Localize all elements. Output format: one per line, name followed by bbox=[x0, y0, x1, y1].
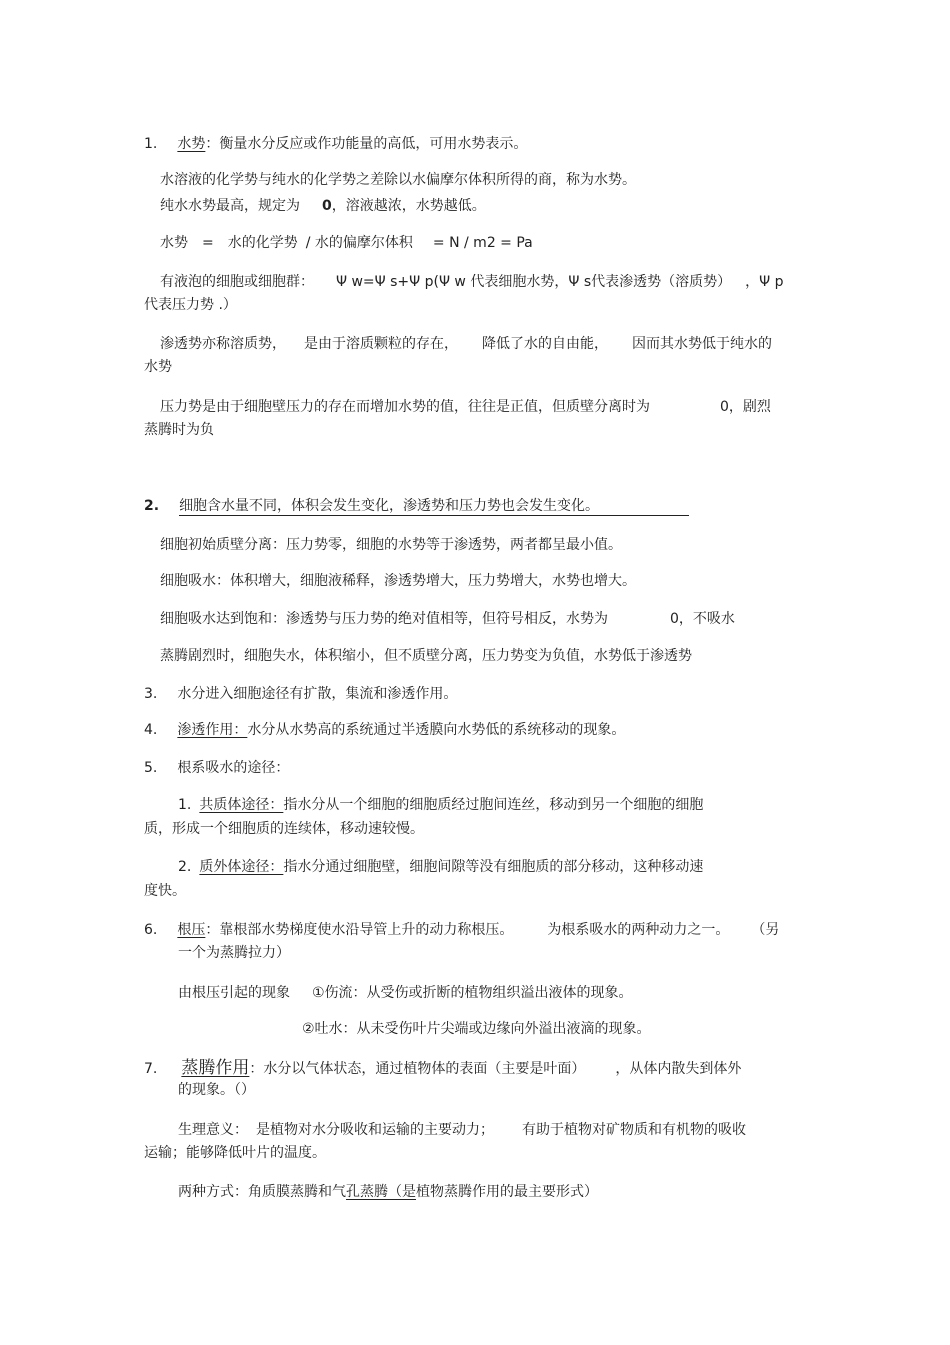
paragraph: 蒸腾剧烈时，细胞失水，体积缩小，但不质壁分离，压力势变为负值，水势低于渗透势 bbox=[160, 648, 692, 664]
paragraph: 蒸腾时为负 bbox=[144, 422, 214, 438]
text: 为根系吸水的两种动力之一。 bbox=[547, 922, 730, 938]
term-apoplast: 质外体途径： bbox=[199, 859, 284, 875]
term-root-pressure: 根压 bbox=[177, 922, 206, 938]
item-6 bbox=[144, 920, 779, 940]
paragraph: 细胞初始质壁分离：压力势零，细胞的水势等于渗透势，两者都呈最小值。 bbox=[160, 537, 622, 553]
item-number: 7. bbox=[144, 1061, 158, 1077]
text: 因而其水势低于纯水的 bbox=[632, 336, 772, 352]
paragraph bbox=[178, 983, 633, 1003]
paragraph: 水溶液的化学势与纯水的化学势之差除以水偏摩尔体积所得的商，称为水势。 bbox=[160, 172, 636, 188]
paragraph bbox=[178, 1120, 746, 1140]
item-number: 1. bbox=[144, 136, 158, 152]
item-number: 1. bbox=[178, 797, 192, 813]
term-water-potential: 水势 bbox=[177, 136, 206, 152]
item-2-heading bbox=[144, 496, 689, 516]
formula-water-potential bbox=[160, 233, 533, 253]
text: 纯水水势最高，规定为 bbox=[160, 198, 300, 214]
term-osmosis: 渗透作用： bbox=[177, 722, 248, 738]
text: Ψ w=Ψ s+Ψ p(Ψ w 代表细胞水势 bbox=[336, 274, 555, 290]
definition: 水分从水势高的系统通过半透膜向水势低的系统移动的现象。 bbox=[247, 722, 626, 738]
definition: 指水分从一个细胞的细胞质经过胞间连丝，移动到另一个细胞的细胞 bbox=[283, 797, 704, 813]
text: / 水的偏摩尔体积 bbox=[305, 235, 413, 251]
text: 水分进入细胞途径有扩散，集流和渗透作用。 bbox=[177, 686, 458, 702]
paragraph bbox=[160, 196, 486, 216]
paragraph: 一个为蒸腾拉力） bbox=[178, 945, 290, 961]
item-number: 5. bbox=[144, 760, 158, 776]
paragraph: 水势 bbox=[144, 359, 172, 375]
text: ，Ψ s代表渗透势（溶质势） bbox=[554, 274, 732, 290]
text: 压力势是由于细胞壁压力的存在而增加水势的值，往往是正值，但质壁分离时为 bbox=[160, 399, 650, 415]
text: 水势 bbox=[160, 235, 188, 251]
text: 有助于植物对矿物质和有机物的吸收 bbox=[522, 1122, 746, 1138]
text: 有液泡的细胞或细胞群： bbox=[160, 274, 314, 290]
paragraph bbox=[160, 334, 772, 354]
item-1-heading bbox=[144, 134, 527, 154]
term-symplast: 共质体途径： bbox=[199, 797, 284, 813]
text: 由根压引起的现象 bbox=[178, 985, 290, 1001]
text: ，Ψ p bbox=[745, 274, 784, 290]
sub-item-symplast bbox=[178, 795, 703, 815]
text: = N / m2 = Pa bbox=[432, 235, 533, 251]
text: 根系吸水的途径： bbox=[177, 760, 290, 776]
item-4 bbox=[144, 720, 625, 740]
paragraph: 的现象。（） bbox=[178, 1082, 255, 1098]
text: ，溶液越浓，水势越低。 bbox=[331, 198, 486, 214]
text: 细胞吸水达到饱和：渗透势与压力势的绝对值相等，但符号相反，水势为 bbox=[160, 611, 608, 627]
definition: ：靠根部水势梯度使水沿导管上升的动力称根压。 bbox=[205, 922, 514, 938]
text: = bbox=[202, 235, 214, 251]
colon: ： bbox=[205, 136, 220, 152]
term-transpiration: 蒸腾作用 bbox=[181, 1058, 250, 1078]
text: 0，不吸水 bbox=[670, 611, 735, 627]
text: 是植物对水分吸收和运输的主要动力； bbox=[256, 1122, 494, 1138]
paragraph: 质，形成一个细胞质的连续体，移动速较慢。 bbox=[144, 821, 424, 837]
text: 0，剧烈 bbox=[720, 399, 771, 415]
item-7 bbox=[144, 1058, 741, 1079]
paragraph: 代表压力势 .） bbox=[144, 297, 237, 313]
text: 植物蒸腾作用的最主要形式） bbox=[416, 1184, 598, 1200]
text: ①伤流：从受伤或折断的植物组织溢出液体的现象。 bbox=[312, 985, 633, 1001]
underlined-text: 孔蒸腾（是 bbox=[346, 1184, 416, 1200]
item-3 bbox=[144, 684, 457, 704]
text: 两种方式：角质膜蒸腾和气 bbox=[178, 1184, 346, 1200]
text: 水的化学势 bbox=[227, 235, 298, 251]
text: 降低了水的自由能， bbox=[482, 336, 608, 352]
item-number: 2. bbox=[178, 859, 192, 875]
paragraph bbox=[160, 609, 735, 629]
sub-item-apoplast bbox=[178, 857, 703, 877]
item-5 bbox=[144, 758, 289, 778]
item-number: 3. bbox=[144, 686, 158, 702]
section-title: 细胞含水量不同，体积会发生变化，渗透势和压力势也会发生变化。 bbox=[179, 497, 689, 516]
item-number: 6. bbox=[144, 922, 158, 938]
text: 生理意义： bbox=[178, 1122, 248, 1138]
paragraph: 运输；能够降低叶片的温度。 bbox=[144, 1145, 326, 1161]
item-number: 4. bbox=[144, 722, 158, 738]
paragraph bbox=[178, 1182, 598, 1202]
text: 渗透势亦称溶质势， bbox=[160, 336, 286, 352]
paragraph: ②吐水：从未受伤叶片尖端或边缘向外溢出液滴的现象。 bbox=[302, 1021, 651, 1037]
paragraph: 细胞吸水：体积增大，细胞液稀释，渗透势增大，压力势增大，水势也增大。 bbox=[160, 573, 636, 589]
text: ，从体内散失到体外 bbox=[615, 1061, 742, 1077]
paragraph: 度快。 bbox=[144, 883, 186, 899]
text: 是由于溶质颗粒的存在， bbox=[304, 336, 458, 352]
item-number: 2. bbox=[144, 498, 160, 514]
definition: 衡量水分反应或作功能量的高低，可用水势表示。 bbox=[219, 136, 528, 152]
value-zero: 0 bbox=[322, 198, 332, 214]
definition: ：水分以气体状态，通过植物体的表面（主要是叶面） bbox=[249, 1061, 586, 1077]
text: （另 bbox=[751, 922, 780, 938]
paragraph bbox=[160, 397, 771, 417]
formula-cell bbox=[160, 272, 783, 292]
definition: 指水分通过细胞壁，细胞间隙等没有细胞质的部分移动，这种移动速 bbox=[283, 859, 704, 875]
